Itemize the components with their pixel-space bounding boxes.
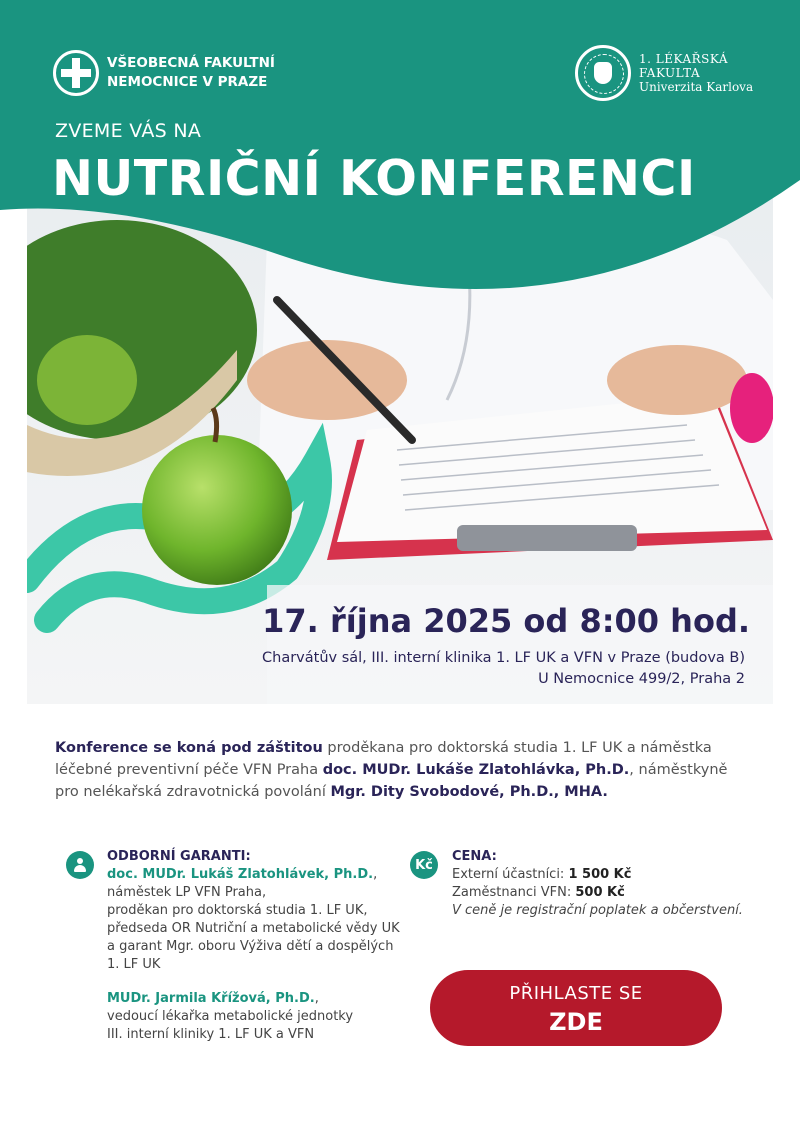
price-section	[452, 848, 772, 920]
guarantor1-name: doc. MUDr. Lukáš Zlatohlávek, Ph.D.	[107, 867, 374, 882]
guarantor1-detail: proděkan pro doktorská studia 1. LF UK,	[107, 903, 368, 918]
hospital-name-line1: VŠEOBECNÁ FAKULTNÍ	[107, 55, 275, 71]
person-icon	[66, 851, 94, 879]
page-title: NUTRIČNÍ KONFERENCI	[52, 150, 696, 207]
guarantors-section: ODBORNÍ GARANTI: doc. MUDr. Lukáš Zlatohlávek, Ph.D., náměstek LP VFN Praha, proděkan pro doktorská studia 1. LF UK, předseda OR Nutriční a metabolické vědy UK a garant Mgr. oboru Výživa dětí a dospělých 1. LF UK MUDr. Jarmila Křížová, Ph.D., vedoucí lékařka metabolické jednotky III. interní kliniky 1. LF UK a VFN	[107, 848, 407, 1044]
patron-name1: doc. MUDr. Lukáše Zlatohlávka, Ph.D.	[322, 762, 630, 778]
guarantor2-detail: vedoucí lékařka metabolické jednotky	[107, 1009, 354, 1024]
event-date: 17. října 2025 od 8:00 hod.	[262, 602, 750, 640]
event-venue	[262, 648, 745, 690]
price-note: V ceně je registrační poplatek a občerstvení.	[452, 903, 743, 918]
price-staff: Zaměstnanci VFN: 500 Kč	[452, 885, 625, 900]
currency-icon: Kč	[410, 851, 438, 879]
faculty-name-line3: Univerzita Karlova	[639, 80, 754, 94]
price-external: Externí účastníci: 1 500 Kč	[452, 867, 632, 882]
patronage-text2: , náměstkyně pro nelékařská zdravotnická povolání	[55, 762, 728, 800]
register-button-line1: PŘIHLASTE SE	[509, 983, 643, 1004]
invite-text: ZVEME VÁS NA	[55, 120, 202, 142]
faculty-name-line2: FAKULTA	[639, 66, 701, 80]
university-seal-icon	[575, 45, 631, 101]
hospital-name-line2: NEMOCNICE V PRAZE	[107, 74, 268, 90]
venue-line2: U Nemocnice 499/2, Praha 2	[538, 671, 745, 687]
patron-name2: Mgr. Dity Svobodové, Ph.D., MHA.	[330, 784, 608, 800]
guarantor1-detail: 1. LF UK	[107, 957, 161, 972]
guarantor1-detail: a garant Mgr. oboru Výživa dětí a dospělých	[107, 939, 394, 954]
price-heading: CENA:	[452, 849, 497, 864]
guarantor1-detail: předseda OR Nutriční a metabolické vědy UK	[107, 921, 400, 936]
guarantor2-name: MUDr. Jarmila Křížová, Ph.D.	[107, 991, 315, 1006]
medical-cross-icon	[53, 50, 99, 96]
faculty-name-line1: 1. LÉKAŘSKÁ	[639, 52, 729, 66]
guarantors-heading: ODBORNÍ GARANTI:	[107, 849, 251, 864]
venue-line1: Charvátův sál, III. interní klinika 1. LF UK a VFN v Praze (budova B)	[262, 650, 745, 666]
vfn-logo	[53, 50, 275, 96]
guarantor2-detail: III. interní kliniky 1. LF UK a VFN	[107, 1027, 315, 1042]
register-button[interactable]	[430, 970, 722, 1046]
patronage-text1: proděkana pro doktorská studia 1. LF UK a náměstka léčebné preventivní péče VFN Praha	[55, 740, 712, 778]
guarantor1-detail: náměstek LP VFN Praha,	[107, 885, 267, 900]
patronage-paragraph	[55, 737, 755, 803]
register-button-line2: ZDE	[549, 1008, 603, 1036]
patronage-lead: Konference se koná pod záštitou	[55, 740, 323, 756]
faculty-logo	[575, 45, 753, 101]
